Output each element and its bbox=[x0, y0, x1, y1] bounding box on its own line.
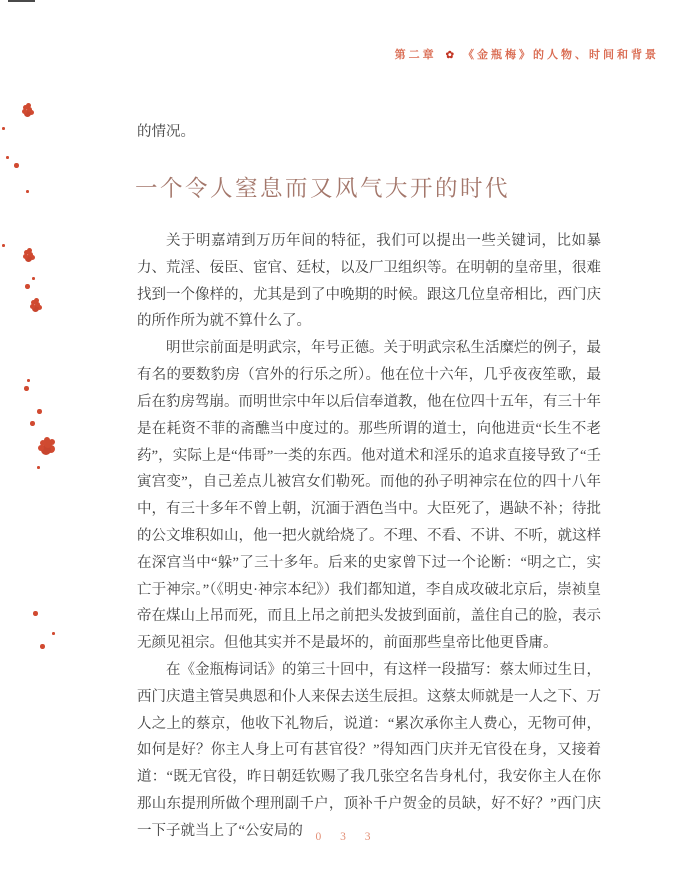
ink-speck-icon bbox=[24, 386, 29, 391]
scan-artifact-mark bbox=[8, 0, 35, 2]
running-header bbox=[395, 46, 659, 62]
section-heading: 一个令人窒息而又风气大开的时代 bbox=[135, 176, 511, 201]
lead-fragment: 的情况。 bbox=[137, 124, 195, 140]
ink-speck-icon bbox=[37, 409, 42, 414]
ink-speck-icon bbox=[26, 190, 29, 193]
blossom-speck-icon bbox=[40, 440, 46, 446]
chapter-label: 第二章 bbox=[394, 49, 437, 61]
ink-speck-icon bbox=[2, 244, 5, 247]
ink-speck-icon bbox=[25, 284, 30, 289]
ink-speck-icon bbox=[27, 379, 30, 382]
ink-speck-icon bbox=[6, 156, 9, 159]
ink-speck-icon bbox=[32, 277, 35, 280]
ink-speck-icon bbox=[14, 163, 19, 168]
blossom-speck-icon bbox=[23, 105, 28, 110]
paragraph: 明世宗前面是明武宗，年号正德。关于明武宗私生活糜烂的例子，最有名的要数豹房（宫外的行乐之所）。他在位十六年，几乎夜夜笙歌，最后在豹房驾崩。而明世宗中年以后信奉道教，他在位四十五年，有三十年是在耗资不菲的斋醮当中度过的。那些所谓的道士，向他进贡“长生不老药”，实际上是“伟哥”一类的东西。他对道术和淫乐的追求直接导致了“壬寅宫变”，自己差点儿被宫女们勒死。而他的孙子明神宗在位的四十八年中，有三十多年不曾上朝，沉湎于酒色当中。大臣死了，遇缺不补；待批的公文堆积如山，他一把火就给烧了。不理、不看、不讲、不听，就这样在深宫当中“躲”了三十多年。后来的史家曾下过一个论断：“明之亡，实亡于神宗。”（《明史·神宗本纪》）我们都知道，李自成攻破北京后，崇祯皇帝在煤山上吊而死，而且上吊之前把头发披到面前，盖住自己的脸，表示无颜见祖宗。但他其实并不是最坏的，前面那些皇帝比他更昏庸。 bbox=[137, 340, 601, 652]
body-text bbox=[137, 228, 601, 845]
ink-speck-icon bbox=[37, 466, 40, 469]
ink-speck-icon bbox=[40, 644, 45, 649]
ink-speck-icon bbox=[52, 632, 55, 635]
ink-speck-icon bbox=[33, 611, 38, 616]
blossom-icon: ✿ bbox=[445, 50, 454, 61]
ink-speck-icon bbox=[2, 127, 5, 130]
blossom-speck-icon bbox=[31, 300, 36, 305]
running-header-title: 《金瓶梅》的人物、时间和背景 bbox=[463, 49, 659, 61]
page-number: 0 3 3 bbox=[315, 831, 379, 843]
blossom-speck-icon bbox=[24, 250, 29, 255]
paragraph: 关于明嘉靖到万历年间的特征，我们可以提出一些关键词，比如暴力、荒淫、佞臣、宦官、廷杖，以及厂卫组织等。在明朝的皇帝里，很难找到一个像样的，尤其是到了中晚期的时候。跟这几位皇帝相比，西门庆的所作所为就不算什么了。 bbox=[137, 233, 601, 330]
paragraph: 在《金瓶梅词话》的第三十回中，有这样一段描写：蔡太师过生日，西门庆遣主管吴典恩和仆人来保去送生辰担。这蔡太师就是一人之下、万人之上的蔡京，他收下礼物后，说道：“累次承你主人费心，无物可伸，如何是好？你主人身上可有甚官役？”得知西门庆并无官役在身，又接着道：“既无官役，昨日朝廷钦赐了我几张空名告身札付，我安你主人在你那山东提刑所做个理刑副千户，顶补千户贺金的员缺，好不好？”西门庆一下子就当上了“公安局的 bbox=[137, 662, 601, 839]
ink-speck-icon bbox=[30, 421, 35, 426]
